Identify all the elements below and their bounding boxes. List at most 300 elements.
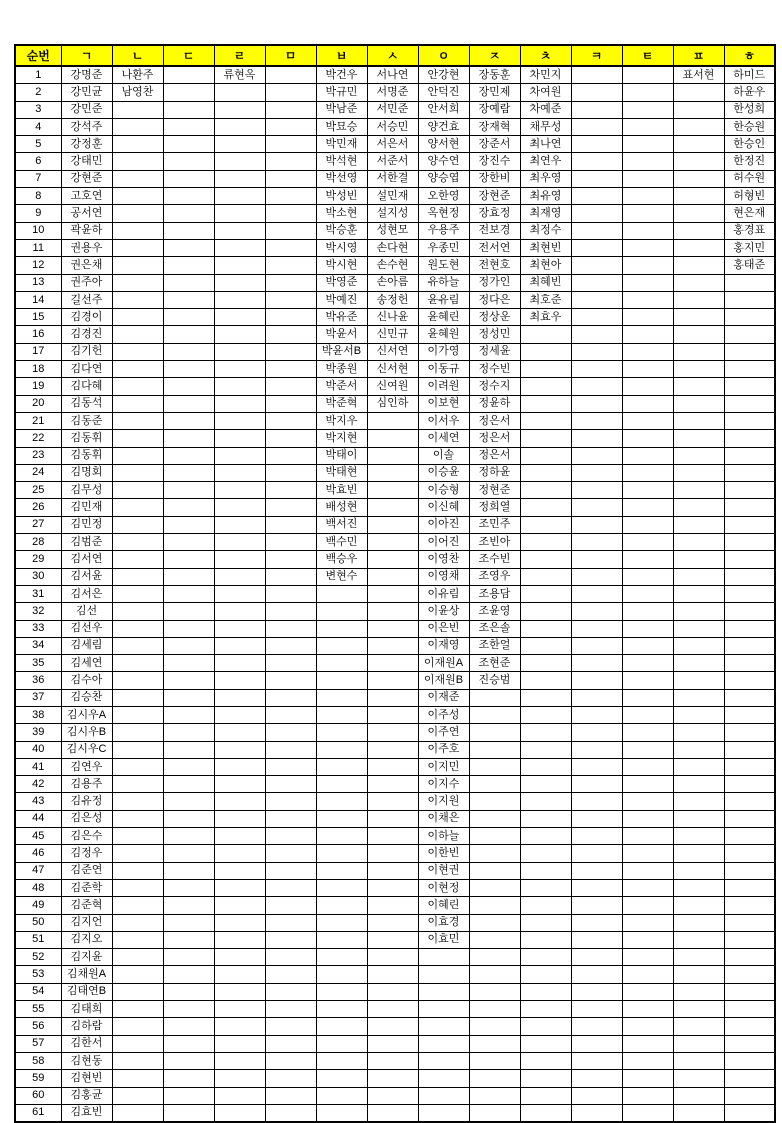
row-number-cell: 17 <box>15 343 61 360</box>
name-cell: 정상운 <box>469 309 520 326</box>
name-cell <box>622 153 673 170</box>
name-cell <box>112 1104 163 1122</box>
name-cell <box>265 620 316 637</box>
name-cell <box>520 637 571 654</box>
name-cell: 장재혁 <box>469 118 520 135</box>
name-cell: 이주연 <box>418 724 469 741</box>
name-cell <box>724 309 775 326</box>
name-cell: 차여원 <box>520 84 571 101</box>
initial-consonant-header-cell: ㅇ <box>418 45 469 66</box>
name-cell <box>571 983 622 1000</box>
name-cell <box>112 637 163 654</box>
row-number-cell: 49 <box>15 897 61 914</box>
name-cell: 이현정 <box>418 879 469 896</box>
table-row <box>15 568 775 585</box>
name-cell: 우용주 <box>418 222 469 239</box>
name-cell: 최현빈 <box>520 239 571 256</box>
name-cell <box>520 949 571 966</box>
row-number-cell: 29 <box>15 551 61 568</box>
name-cell <box>214 776 265 793</box>
name-cell <box>418 1087 469 1104</box>
name-cell: 최재영 <box>520 205 571 222</box>
name-cell: 허형빈 <box>724 188 775 205</box>
name-cell: 서승민 <box>367 118 418 135</box>
row-number-cell: 52 <box>15 949 61 966</box>
name-cell <box>316 810 367 827</box>
name-cell: 이솔 <box>418 447 469 464</box>
row-number-cell: 61 <box>15 1104 61 1122</box>
row-number-cell: 54 <box>15 983 61 1000</box>
name-cell <box>112 412 163 429</box>
name-cell <box>112 378 163 395</box>
name-cell <box>214 724 265 741</box>
name-cell <box>673 655 724 672</box>
initial-consonant-header-cell: ㅎ <box>724 45 775 66</box>
name-cell <box>469 1052 520 1069</box>
name-cell <box>367 931 418 948</box>
name-cell <box>112 1018 163 1035</box>
name-cell: 이하늘 <box>418 828 469 845</box>
name-cell <box>622 222 673 239</box>
name-cell <box>571 516 622 533</box>
name-cell <box>622 1035 673 1052</box>
name-cell <box>367 810 418 827</box>
name-cell <box>520 620 571 637</box>
name-cell <box>571 793 622 810</box>
name-cell <box>214 499 265 516</box>
name-cell: 김서은 <box>61 585 112 602</box>
name-cell <box>571 1052 622 1069</box>
name-cell: 서민준 <box>367 101 418 118</box>
name-cell <box>214 828 265 845</box>
name-cell: 박효빈 <box>316 482 367 499</box>
name-cell <box>265 412 316 429</box>
name-cell <box>724 361 775 378</box>
name-cell <box>622 326 673 343</box>
name-cell <box>367 637 418 654</box>
name-cell: 이승형 <box>418 482 469 499</box>
name-cell <box>112 706 163 723</box>
name-cell: 김세연 <box>61 655 112 672</box>
name-cell <box>571 499 622 516</box>
name-cell <box>163 326 214 343</box>
name-cell <box>163 1018 214 1035</box>
name-cell <box>469 689 520 706</box>
name-cell <box>622 689 673 706</box>
name-cell <box>469 706 520 723</box>
name-cell <box>265 931 316 948</box>
name-cell <box>724 395 775 412</box>
name-cell <box>265 706 316 723</box>
name-cell <box>571 464 622 481</box>
row-number-cell: 30 <box>15 568 61 585</box>
row-number-cell: 4 <box>15 118 61 135</box>
name-cell: 정은서 <box>469 430 520 447</box>
name-cell <box>571 343 622 360</box>
name-cell <box>163 672 214 689</box>
name-cell <box>367 430 418 447</box>
name-cell: 김지윤 <box>61 949 112 966</box>
name-cell: 류현옥 <box>214 66 265 84</box>
name-cell: 최연우 <box>520 153 571 170</box>
name-cell <box>469 949 520 966</box>
corner-header-cell: 순번 <box>15 45 61 66</box>
name-cell: 김민재 <box>61 499 112 516</box>
name-cell: 길선주 <box>61 291 112 308</box>
name-cell <box>367 1035 418 1052</box>
name-cell: 김지언 <box>61 914 112 931</box>
name-cell <box>571 1104 622 1122</box>
name-cell: 이효민 <box>418 931 469 948</box>
name-cell <box>622 1087 673 1104</box>
name-cell: 김시우B <box>61 724 112 741</box>
name-cell <box>367 447 418 464</box>
name-cell <box>367 516 418 533</box>
name-cell <box>214 378 265 395</box>
name-cell <box>673 101 724 118</box>
name-cell <box>367 412 418 429</box>
name-cell <box>520 1087 571 1104</box>
name-cell <box>367 499 418 516</box>
name-cell: 김선 <box>61 603 112 620</box>
name-cell <box>622 205 673 222</box>
name-cell <box>163 828 214 845</box>
name-cell <box>265 326 316 343</box>
name-cell <box>214 655 265 672</box>
name-cell <box>520 724 571 741</box>
name-cell: 박지우 <box>316 412 367 429</box>
name-cell <box>520 810 571 827</box>
initial-consonant-header-cell: ㅋ <box>571 45 622 66</box>
name-cell: 강현준 <box>61 170 112 187</box>
name-cell <box>622 741 673 758</box>
name-cell: 정수빈 <box>469 361 520 378</box>
name-cell <box>214 309 265 326</box>
name-cell <box>265 810 316 827</box>
name-cell <box>214 1070 265 1087</box>
name-cell <box>571 568 622 585</box>
name-cell <box>214 672 265 689</box>
name-cell <box>724 793 775 810</box>
row-number-cell: 57 <box>15 1035 61 1052</box>
name-cell <box>214 603 265 620</box>
name-cell <box>214 136 265 153</box>
name-cell: 김채원A <box>61 966 112 983</box>
name-cell <box>214 568 265 585</box>
name-cell <box>367 949 418 966</box>
name-cell <box>316 983 367 1000</box>
name-cell <box>622 464 673 481</box>
name-cell <box>469 897 520 914</box>
table-row <box>15 326 775 343</box>
name-cell: 김용주 <box>61 776 112 793</box>
name-cell <box>112 603 163 620</box>
name-cell <box>316 776 367 793</box>
name-cell: 박태현 <box>316 464 367 481</box>
row-number-cell: 14 <box>15 291 61 308</box>
name-cell <box>163 309 214 326</box>
name-cell: 정수지 <box>469 378 520 395</box>
name-cell <box>265 1087 316 1104</box>
name-cell: 조현준 <box>469 655 520 672</box>
name-cell <box>724 568 775 585</box>
row-number-cell: 33 <box>15 620 61 637</box>
name-cell: 전보경 <box>469 222 520 239</box>
name-cell: 서은서 <box>367 136 418 153</box>
name-cell <box>520 862 571 879</box>
name-cell: 이유림 <box>418 585 469 602</box>
table-row <box>15 153 775 170</box>
name-cell <box>418 1104 469 1122</box>
name-cell: 김준연 <box>61 862 112 879</box>
name-cell: 한정진 <box>724 153 775 170</box>
name-cell: 신나윤 <box>367 309 418 326</box>
name-cell <box>214 741 265 758</box>
name-cell: 이재영 <box>418 637 469 654</box>
name-cell <box>520 897 571 914</box>
name-cell: 김연우 <box>61 758 112 775</box>
row-number-cell: 50 <box>15 914 61 931</box>
name-cell <box>673 84 724 101</box>
name-cell <box>724 291 775 308</box>
row-number-cell: 9 <box>15 205 61 222</box>
name-cell <box>673 274 724 291</box>
row-number-cell: 59 <box>15 1070 61 1087</box>
name-cell: 이보현 <box>418 395 469 412</box>
name-cell <box>367 879 418 896</box>
name-cell: 박준혁 <box>316 395 367 412</box>
name-cell <box>520 776 571 793</box>
name-cell <box>520 343 571 360</box>
row-number-cell: 8 <box>15 188 61 205</box>
name-cell <box>622 516 673 533</box>
name-cell <box>214 706 265 723</box>
name-cell: 이주성 <box>418 706 469 723</box>
table-row <box>15 447 775 464</box>
name-cell <box>571 706 622 723</box>
name-cell <box>316 1052 367 1069</box>
name-cell <box>214 430 265 447</box>
name-cell <box>673 689 724 706</box>
name-cell <box>520 430 571 447</box>
name-cell <box>112 914 163 931</box>
name-cell <box>316 706 367 723</box>
name-cell <box>571 482 622 499</box>
name-cell <box>265 499 316 516</box>
name-cell <box>520 845 571 862</box>
name-cell <box>673 170 724 187</box>
name-cell <box>622 758 673 775</box>
name-cell: 김서윤 <box>61 568 112 585</box>
name-cell: 홍태준 <box>724 257 775 274</box>
name-cell <box>571 741 622 758</box>
name-cell <box>622 291 673 308</box>
name-cell <box>520 1001 571 1018</box>
name-cell <box>112 153 163 170</box>
name-cell <box>316 862 367 879</box>
name-cell <box>571 153 622 170</box>
initial-consonant-header-cell: ㄷ <box>163 45 214 66</box>
name-cell <box>520 603 571 620</box>
name-cell <box>214 412 265 429</box>
name-cell <box>265 1070 316 1087</box>
name-cell <box>112 534 163 551</box>
name-cell <box>571 361 622 378</box>
name-cell: 조민주 <box>469 516 520 533</box>
name-cell <box>469 914 520 931</box>
name-cell: 박선영 <box>316 170 367 187</box>
name-cell <box>265 793 316 810</box>
name-cell <box>724 378 775 395</box>
name-cell <box>571 118 622 135</box>
name-cell <box>367 1018 418 1035</box>
name-cell <box>622 1070 673 1087</box>
name-cell <box>316 1087 367 1104</box>
name-cell: 김태희 <box>61 1001 112 1018</box>
name-cell <box>112 136 163 153</box>
name-cell: 김정우 <box>61 845 112 862</box>
initial-consonant-header-cell: ㅁ <box>265 45 316 66</box>
name-cell <box>265 845 316 862</box>
name-cell <box>265 222 316 239</box>
table-row <box>15 1001 775 1018</box>
name-cell <box>367 568 418 585</box>
name-cell: 우종민 <box>418 239 469 256</box>
name-cell <box>724 810 775 827</box>
name-cell <box>112 949 163 966</box>
table-row <box>15 1052 775 1069</box>
name-cell <box>163 361 214 378</box>
name-cell <box>520 706 571 723</box>
name-cell <box>724 949 775 966</box>
name-cell <box>265 1104 316 1122</box>
name-cell <box>571 655 622 672</box>
name-cell <box>163 188 214 205</box>
name-cell: 김동휘 <box>61 430 112 447</box>
name-cell: 손다현 <box>367 239 418 256</box>
name-cell <box>520 568 571 585</box>
name-cell <box>622 412 673 429</box>
name-cell <box>265 343 316 360</box>
name-cell <box>673 810 724 827</box>
name-cell <box>673 758 724 775</box>
name-cell <box>163 84 214 101</box>
name-cell <box>469 758 520 775</box>
name-cell: 조윤영 <box>469 603 520 620</box>
name-cell <box>112 776 163 793</box>
name-cell <box>112 672 163 689</box>
name-cell: 변현수 <box>316 568 367 585</box>
header-row <box>15 45 775 66</box>
name-cell: 김동휘 <box>61 447 112 464</box>
name-cell <box>673 585 724 602</box>
name-cell <box>724 1001 775 1018</box>
row-number-cell: 18 <box>15 361 61 378</box>
name-cell: 유하늘 <box>418 274 469 291</box>
name-cell <box>571 603 622 620</box>
name-cell <box>571 291 622 308</box>
name-cell <box>418 1070 469 1087</box>
name-cell <box>571 534 622 551</box>
table-row <box>15 603 775 620</box>
name-cell: 정다은 <box>469 291 520 308</box>
name-cell <box>316 1001 367 1018</box>
name-cell <box>571 136 622 153</box>
name-cell: 하윤우 <box>724 84 775 101</box>
row-number-cell: 38 <box>15 706 61 723</box>
name-cell <box>214 482 265 499</box>
name-cell: 박건우 <box>316 66 367 84</box>
name-cell <box>469 862 520 879</box>
name-cell <box>622 309 673 326</box>
name-cell: 이아진 <box>418 516 469 533</box>
name-cell: 장민제 <box>469 84 520 101</box>
name-cell <box>112 1070 163 1087</box>
name-cell <box>520 793 571 810</box>
name-cell <box>214 101 265 118</box>
name-cell <box>418 949 469 966</box>
table-row <box>15 862 775 879</box>
name-cell: 이효경 <box>418 914 469 931</box>
name-cell <box>367 758 418 775</box>
name-cell <box>673 309 724 326</box>
name-cell <box>265 603 316 620</box>
name-cell: 백수민 <box>316 534 367 551</box>
name-cell <box>571 188 622 205</box>
name-cell: 차예준 <box>520 101 571 118</box>
name-cell <box>418 983 469 1000</box>
name-cell <box>163 447 214 464</box>
name-cell <box>265 828 316 845</box>
name-cell: 신여원 <box>367 378 418 395</box>
table-row <box>15 914 775 931</box>
name-cell <box>724 724 775 741</box>
name-cell <box>724 706 775 723</box>
name-cell <box>622 706 673 723</box>
name-cell <box>673 603 724 620</box>
name-cell <box>112 188 163 205</box>
name-cell <box>622 101 673 118</box>
table-row <box>15 170 775 187</box>
table-row <box>15 482 775 499</box>
table-row <box>15 897 775 914</box>
name-cell: 송정헌 <box>367 291 418 308</box>
name-cell <box>214 585 265 602</box>
name-cell <box>214 84 265 101</box>
table-row <box>15 620 775 637</box>
name-cell: 한승인 <box>724 136 775 153</box>
name-cell: 김동석 <box>61 395 112 412</box>
name-cell <box>673 551 724 568</box>
name-cell <box>571 1070 622 1087</box>
roster-header-row <box>15 45 775 66</box>
name-cell <box>112 758 163 775</box>
name-cell <box>163 516 214 533</box>
name-cell: 서나연 <box>367 66 418 84</box>
name-cell <box>520 464 571 481</box>
name-cell <box>112 897 163 914</box>
name-cell: 김선우 <box>61 620 112 637</box>
name-cell <box>367 845 418 862</box>
name-cell <box>367 655 418 672</box>
table-row <box>15 257 775 274</box>
name-cell <box>214 118 265 135</box>
name-cell <box>520 378 571 395</box>
name-cell <box>724 828 775 845</box>
name-cell: 설지성 <box>367 205 418 222</box>
name-cell <box>316 620 367 637</box>
name-cell <box>622 84 673 101</box>
